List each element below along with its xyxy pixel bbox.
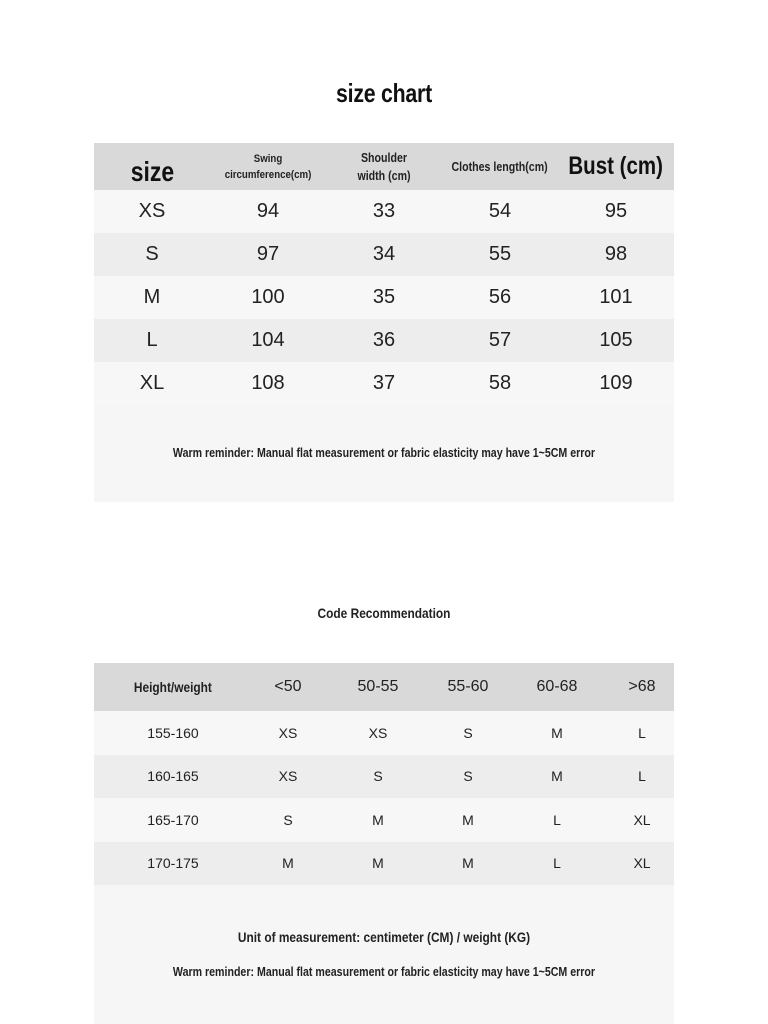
table-row: [94, 319, 674, 362]
size-cell: L: [146, 329, 158, 351]
size-cell: XL: [633, 811, 651, 828]
size-cell: M: [551, 768, 563, 785]
code-recommendation-title: Code Recommendation: [317, 605, 451, 621]
length-cell: 55: [488, 243, 512, 265]
shoulder-cell: 35: [372, 286, 396, 308]
size-chart-panel: [94, 143, 674, 502]
size-cell: M: [551, 724, 563, 741]
size-cell: M: [372, 811, 384, 828]
header-swing-circumference: Swing circumference(cm): [224, 152, 312, 181]
size-cell: L: [553, 811, 561, 828]
size-chart-reminder: Warm reminder: Manual flat measurement or fabric elasticity may have 1~5CM error: [172, 446, 596, 460]
bust-cell: 109: [599, 372, 633, 394]
size-cell: M: [462, 855, 474, 872]
code-header-row: [94, 663, 674, 711]
unit-of-measurement: Unit of measurement: centimeter (CM) / weight (KG): [237, 929, 531, 945]
header-height-weight: Height/weight: [133, 679, 213, 695]
header-weight-range: <50: [274, 678, 302, 695]
bust-cell: 95: [604, 200, 628, 222]
size-cell: M: [143, 286, 161, 308]
size-chart-table: [94, 143, 674, 405]
header-size: size: [130, 155, 174, 187]
header-shoulder-width: Shoulder width (cm): [357, 150, 411, 183]
height-cell: 165-170: [147, 811, 199, 828]
size-cell: L: [638, 768, 646, 785]
size-cell: M: [282, 855, 294, 872]
header-bust: Bust (cm): [568, 152, 664, 180]
size-cell: XL: [139, 372, 165, 394]
height-cell: 155-160: [147, 724, 199, 741]
swing-cell: 108: [251, 372, 285, 394]
header-weight-range: >68: [628, 678, 656, 695]
length-cell: 56: [488, 286, 512, 308]
header-clothes-length: Clothes length(cm): [451, 159, 549, 174]
height-cell: 160-165: [147, 768, 199, 785]
table-row: [94, 362, 674, 405]
code-recommendation-table: [94, 663, 674, 885]
size-cell: S: [145, 243, 159, 265]
page-title: size chart: [336, 78, 432, 108]
size-cell: XS: [278, 724, 298, 741]
size-chart-header-row: [94, 143, 674, 190]
size-cell: S: [283, 811, 293, 828]
table-row: [94, 755, 674, 799]
length-cell: 57: [488, 329, 512, 351]
size-cell: S: [463, 724, 473, 741]
size-cell: S: [373, 768, 383, 785]
swing-cell: 100: [251, 286, 285, 308]
swing-cell: 97: [256, 243, 280, 265]
size-cell: M: [462, 811, 474, 828]
table-row: [94, 842, 674, 886]
size-cell: XS: [138, 200, 166, 222]
size-cell: XS: [278, 768, 298, 785]
length-cell: 58: [488, 372, 512, 394]
shoulder-cell: 36: [372, 329, 396, 351]
bust-cell: 98: [604, 243, 628, 265]
size-cell: XL: [633, 855, 651, 872]
code-recommendation-panel: [94, 663, 674, 1024]
table-row: [94, 711, 674, 755]
code-recommendation-reminder: Warm reminder: Manual flat measurement or fabric elasticity may have 1~5CM error: [172, 965, 596, 979]
header-weight-range: 55-60: [447, 678, 489, 695]
bust-cell: 101: [599, 286, 633, 308]
size-cell: M: [372, 855, 384, 872]
header-weight-range: 50-55: [357, 678, 399, 695]
height-cell: 170-175: [147, 855, 199, 872]
table-row: [94, 190, 674, 233]
length-cell: 54: [488, 200, 512, 222]
shoulder-cell: 37: [372, 372, 396, 394]
shoulder-cell: 34: [372, 243, 396, 265]
header-weight-range: 60-68: [536, 678, 578, 695]
swing-cell: 104: [251, 329, 285, 351]
table-row: [94, 276, 674, 319]
table-row: [94, 798, 674, 842]
swing-cell: 94: [256, 200, 280, 222]
size-cell: L: [638, 724, 646, 741]
size-cell: S: [463, 768, 473, 785]
shoulder-cell: 33: [372, 200, 396, 222]
size-cell: L: [553, 855, 561, 872]
size-cell: XS: [368, 724, 388, 741]
bust-cell: 105: [599, 329, 633, 351]
table-row: [94, 233, 674, 276]
